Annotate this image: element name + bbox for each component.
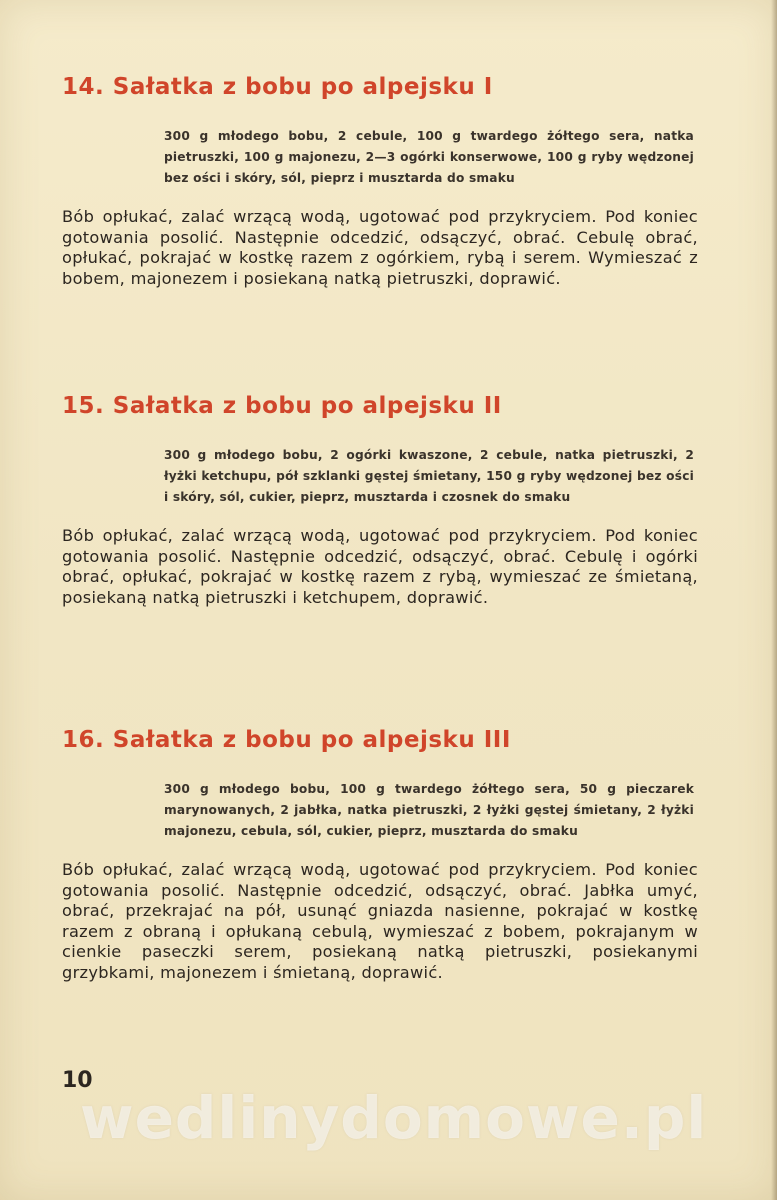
- recipe-number: 14.: [62, 74, 105, 100]
- recipe-number: 15.: [62, 393, 105, 419]
- recipe-14: [62, 74, 702, 289]
- recipe-title: [62, 727, 702, 753]
- ingredients-list: 300 g młodego bobu, 100 g twardego żółtego sera, 50 g pieczarek marynowanych, 2 jabłka, natka pietruszki, 2 łyżki gęstej śmietany, 2 łyżki majonezu, cebula, sól, cukier, pieprz, musztarda do smaku: [164, 782, 694, 838]
- recipe-instructions: Bób opłukać, zalać wrzącą wodą, ugotować pod przykryciem. Pod koniec gotowania posolić. Następnie odcedzić, odsączyć, obrać. Jabłka umyć, obrać, przekrajać na pół, usunąć gniazda nasienne, pokrajać w kostkę razem z obraną i opłukaną cebulą, wymieszać z bobem, pokrajanym w cienkie paseczki serem, posiekaną natką pietruszki, posiekanymi grzybkami, majonezem i śmietaną, doprawić.: [62, 860, 698, 982]
- ingredients-list: 300 g młodego bobu, 2 cebule, 100 g twardego żółtego sera, natka pietruszki, 100 g majonezu, 2—3 ogórki konserwowe, 100 g ryby wędzonej bez ości i skóry, sól, pieprz i musztarda do smaku: [164, 129, 694, 185]
- ingredients-list: 300 g młodego bobu, 2 ogórki kwaszone, 2 cebule, natka pietruszki, 2 łyżki ketchupu, pół szklanki gęstej śmietany, 150 g ryby wędzonej bez ości i skóry, sól, cukier, pieprz, musztarda i czosnek do smaku: [164, 448, 694, 504]
- recipe-name: Sałatka z bobu po alpejsku I: [112, 74, 493, 100]
- recipe-name: Sałatka z bobu po alpejsku III: [112, 727, 511, 753]
- recipe-instructions: Bób opłukać, zalać wrzącą wodą, ugotować pod przykryciem. Pod koniec gotowania posolić. Następnie odcedzić, odsączyć, obrać. Cebulę i ogórki obrać, opłukać, pokrajać w kostkę razem z rybą, wymieszać ze śmietaną, posiekaną natką pietruszki i ketchupem, doprawić.: [62, 526, 698, 607]
- page-number: 10: [62, 1068, 93, 1093]
- recipe-number: 16.: [62, 727, 105, 753]
- page-edge-shadow: [771, 0, 777, 1200]
- recipe-16: [62, 727, 702, 983]
- recipe-15: [62, 393, 702, 608]
- watermark: wedlinydomowe.pl: [80, 1084, 708, 1152]
- recipe-instructions: Bób opłukać, zalać wrzącą wodą, ugotować pod przykryciem. Pod koniec gotowania posolić. Następnie odcedzić, odsączyć, obrać. Cebulę obrać, opłukać, pokrajać w kostkę razem z ogórkiem, rybą i serem. Wymieszać z bobem, majonezem i posiekaną natką pietruszki, doprawić.: [62, 207, 698, 288]
- recipe-title: [62, 74, 702, 100]
- recipe-title: [62, 393, 702, 419]
- recipe-name: Sałatka z bobu po alpejsku II: [112, 393, 502, 419]
